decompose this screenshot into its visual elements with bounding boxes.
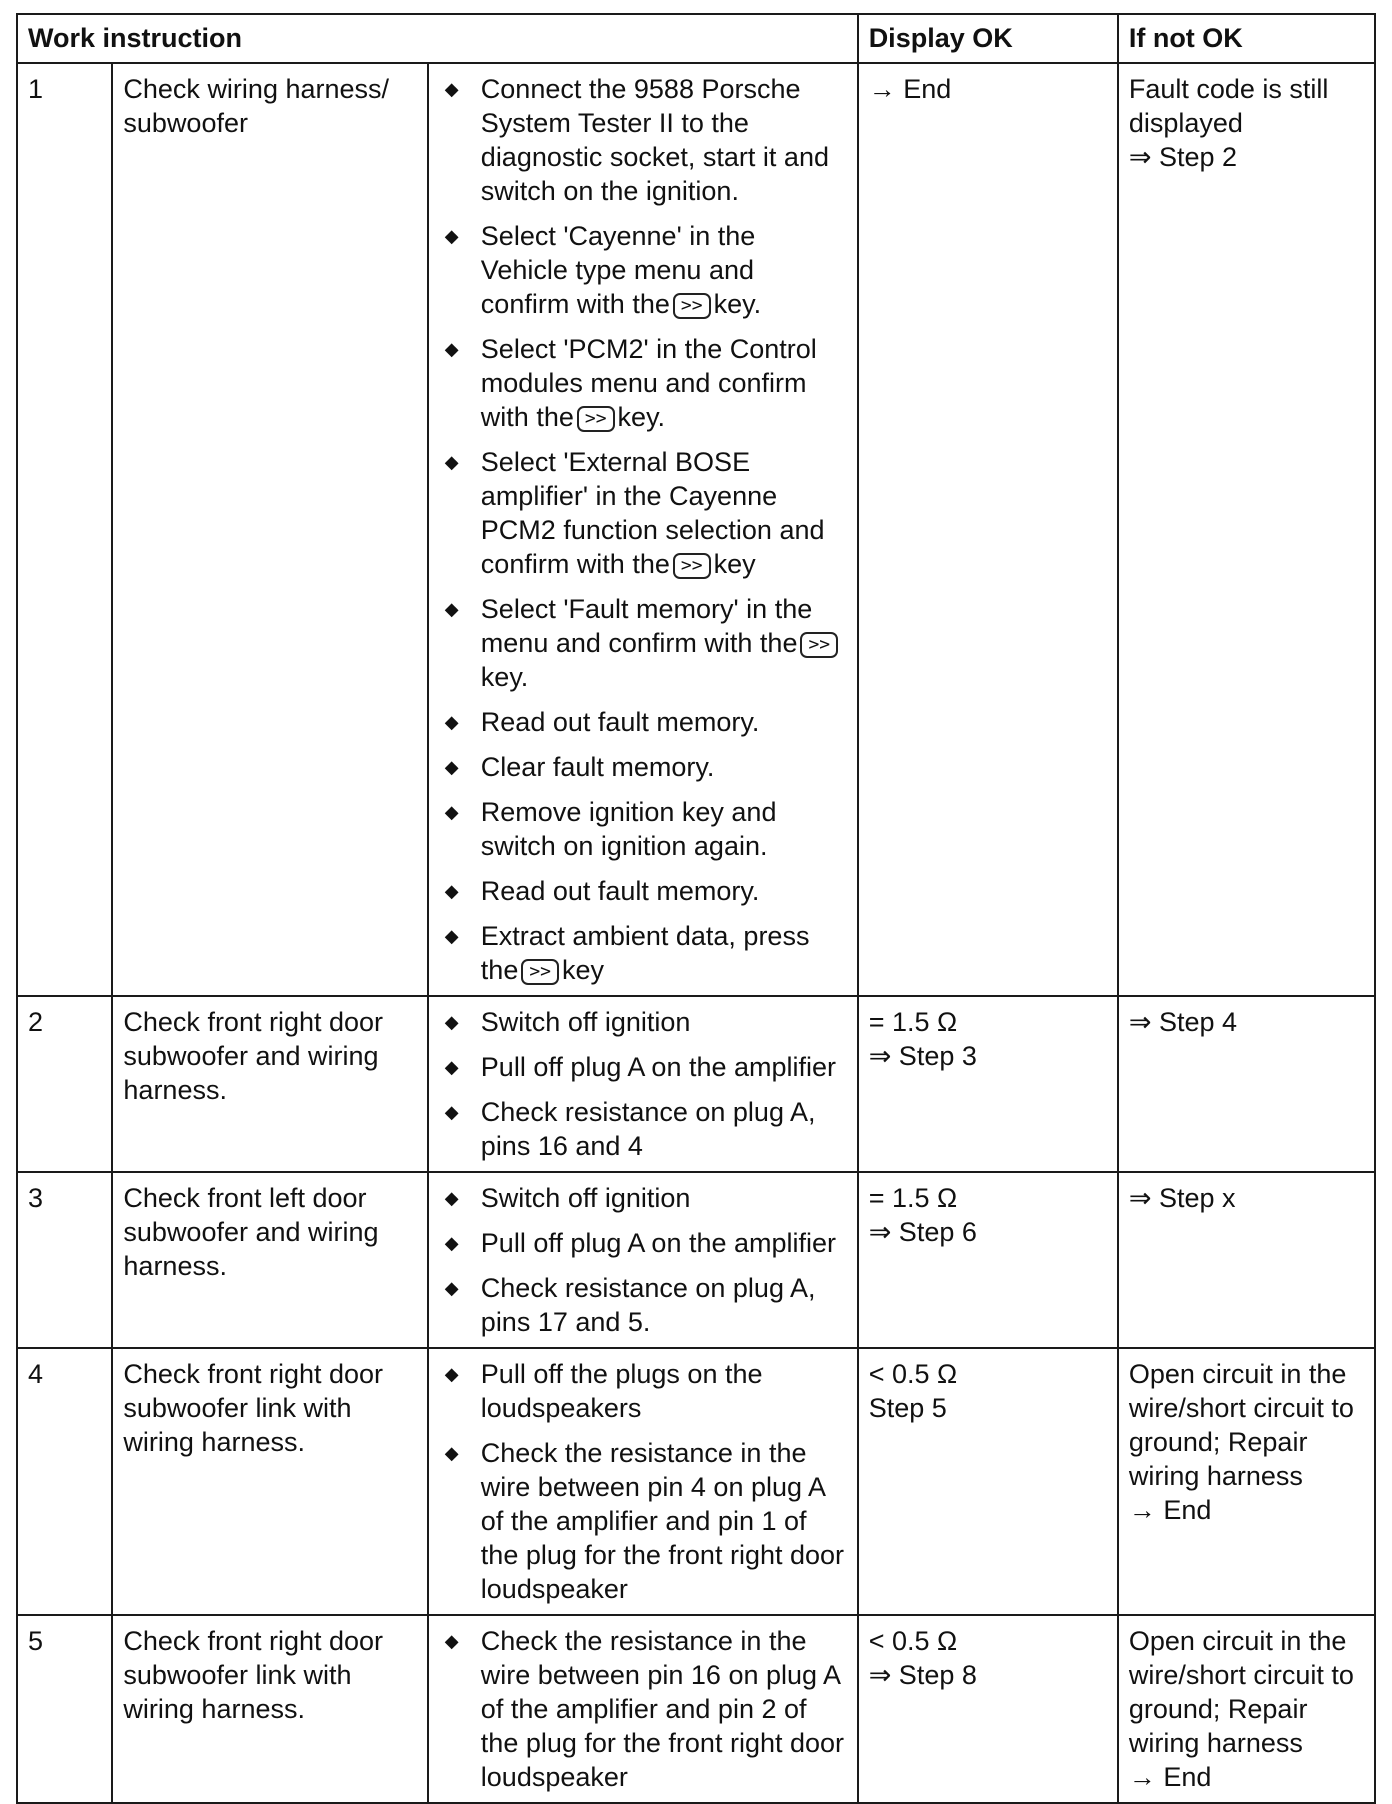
diamond-bullet-icon: ◆ (444, 599, 459, 619)
if-not-ok-cell (1118, 1615, 1375, 1803)
instruction-text: Pull off plug A on the amplifier (480, 1052, 837, 1082)
instruction-item (439, 1357, 847, 1425)
instruction-item (439, 705, 847, 739)
check-description: Check wiring harness/ subwoofer (112, 63, 427, 996)
step-number: 1 (17, 63, 112, 996)
forward-key-icon: >> (673, 293, 711, 319)
instruction-item (439, 1005, 847, 1039)
step-number: 4 (17, 1348, 112, 1615)
instruction-item (439, 1624, 847, 1794)
table-row (17, 1348, 1375, 1615)
instruction-text: Connect the 9588 Porsche System Tester II to the diagnostic socket, start it and switch on the ignition. (480, 74, 829, 206)
forward-key-icon: >> (577, 406, 615, 432)
display-ok-cell (858, 63, 1118, 996)
if-not-ok-cell (1118, 1348, 1375, 1615)
forward-key-icon: >> (521, 959, 559, 985)
instruction-cell (428, 1615, 858, 1803)
instruction-text: Select 'PCM2' in the Control modules menu and confirm with the (480, 334, 817, 432)
instruction-item (439, 874, 847, 908)
if-not-ok-text: Open circuit in the wire/short circuit to ground; Repair wiring harness (1128, 1359, 1354, 1491)
if-not-ok-text: ⇒ Step x (1128, 1183, 1236, 1213)
instruction-text: Switch off ignition (480, 1007, 691, 1037)
if-not-ok-cell (1118, 1172, 1375, 1348)
if-not-ok-text: ⇒ Step 4 (1128, 1007, 1238, 1037)
diamond-bullet-icon: ◆ (444, 802, 459, 822)
instruction-text-end: key. (617, 402, 666, 432)
instruction-item (439, 750, 847, 784)
diamond-bullet-icon: ◆ (444, 1057, 459, 1077)
instruction-item (439, 1050, 847, 1084)
instruction-item (439, 1271, 847, 1339)
header-if-not-ok: If not OK (1118, 14, 1375, 63)
instruction-item (439, 795, 847, 863)
table-row (17, 1615, 1375, 1803)
check-description: Check front right door subwoofer link with wiring harness. (112, 1348, 427, 1615)
diamond-bullet-icon: ◆ (444, 1278, 459, 1298)
diamond-bullet-icon: ◆ (444, 339, 459, 359)
check-description: Check front right door subwoofer link with wiring harness. (112, 1615, 427, 1803)
diamond-bullet-icon: ◆ (444, 881, 459, 901)
table-row (17, 996, 1375, 1172)
instruction-list (439, 72, 847, 987)
instruction-text: Clear fault memory. (480, 752, 715, 782)
check-description: Check front left door subwoofer and wiring harness. (112, 1172, 427, 1348)
instruction-item (439, 72, 847, 208)
if-not-ok-cell (1118, 63, 1375, 996)
step-number: 5 (17, 1615, 112, 1803)
display-ok-text: ⇒ Step 3 (868, 1041, 977, 1071)
step-number: 2 (17, 996, 112, 1172)
if-not-ok-text: ⇒ Step 2 (1128, 142, 1238, 172)
check-description: Check front right door subwoofer and wiring harness. (112, 996, 427, 1172)
instruction-item (439, 1226, 847, 1260)
instruction-text: Remove ignition key and switch on ignition again. (480, 797, 777, 861)
instruction-text-end: key. (480, 662, 529, 692)
instruction-cell (428, 996, 858, 1172)
instruction-cell (428, 1348, 858, 1615)
instruction-list (439, 1181, 847, 1339)
instruction-text: Select 'External BOSE amplifier' in the Cayenne PCM2 function selection and confirm with the (480, 447, 825, 579)
diamond-bullet-icon: ◆ (444, 757, 459, 777)
instruction-text: Check the resistance in the wire between pin 16 on plug A of the amplifier and pin 2 of the plug for the front right door loudspeaker (480, 1626, 845, 1792)
instruction-list (439, 1005, 847, 1163)
instruction-text: Pull off plug A on the amplifier (480, 1228, 837, 1258)
if-not-ok-text: Open circuit in the wire/short circuit to ground; Repair wiring harness (1128, 1626, 1354, 1758)
instruction-item (439, 219, 847, 321)
diamond-bullet-icon: ◆ (444, 1364, 459, 1384)
instruction-item (439, 919, 847, 987)
instruction-item (439, 592, 847, 694)
diamond-bullet-icon: ◆ (444, 1233, 459, 1253)
if-not-ok-text: → End (1128, 1762, 1212, 1792)
instruction-text: Pull off the plugs on the loudspeakers (480, 1359, 763, 1423)
table-header-row (17, 14, 1375, 63)
work-instruction-table (16, 13, 1376, 1804)
table-row (17, 63, 1375, 996)
display-ok-text: = 1.5 Ω (868, 1183, 958, 1213)
forward-key-icon: >> (800, 632, 838, 658)
if-not-ok-cell (1118, 996, 1375, 1172)
diamond-bullet-icon: ◆ (444, 712, 459, 732)
display-ok-text: < 0.5 Ω (868, 1359, 958, 1389)
instruction-text-end: key (713, 549, 756, 579)
header-work-instruction: Work instruction (17, 14, 858, 63)
instruction-text: Check resistance on plug A, pins 17 and 5. (480, 1273, 816, 1337)
instruction-text: Select 'Cayenne' in the Vehicle type menu and confirm with the (480, 221, 756, 319)
diamond-bullet-icon: ◆ (444, 79, 459, 99)
header-display-ok: Display OK (858, 14, 1118, 63)
forward-key-icon: >> (673, 553, 711, 579)
instruction-list (439, 1624, 847, 1794)
display-ok-cell (858, 1172, 1118, 1348)
instruction-cell (428, 1172, 858, 1348)
diamond-bullet-icon: ◆ (444, 1443, 459, 1463)
diamond-bullet-icon: ◆ (444, 1188, 459, 1208)
if-not-ok-text: Fault code is still displayed (1128, 74, 1329, 138)
display-ok-text: ⇒ Step 6 (868, 1217, 977, 1247)
display-ok-text: = 1.5 Ω (868, 1007, 958, 1037)
instruction-text: Read out fault memory. (480, 876, 760, 906)
diamond-bullet-icon: ◆ (444, 1102, 459, 1122)
instruction-text: Check resistance on plug A, pins 16 and 4 (480, 1097, 816, 1161)
instruction-text: Check the resistance in the wire between pin 4 on plug A of the amplifier and pin 1 of the plug for the front right door loudspeaker (480, 1438, 845, 1604)
instruction-item (439, 332, 847, 434)
display-ok-text: ⇒ Step 8 (868, 1660, 977, 1690)
instruction-item (439, 1436, 847, 1606)
display-ok-text: Step 5 (868, 1393, 947, 1423)
if-not-ok-text: → End (1128, 1495, 1212, 1525)
diamond-bullet-icon: ◆ (444, 1012, 459, 1032)
instruction-text-end: key. (713, 289, 762, 319)
diamond-bullet-icon: ◆ (444, 452, 459, 472)
instruction-text: Select 'Fault memory' in the menu and confirm with the (480, 594, 813, 658)
instruction-item (439, 445, 847, 581)
instruction-text-end: key (562, 955, 605, 985)
diamond-bullet-icon: ◆ (444, 226, 459, 246)
instruction-text: Read out fault memory. (480, 707, 760, 737)
display-ok-cell (858, 1348, 1118, 1615)
display-ok-text: < 0.5 Ω (868, 1626, 958, 1656)
instruction-list (439, 1357, 847, 1606)
instruction-item (439, 1095, 847, 1163)
table-row (17, 1172, 1375, 1348)
diamond-bullet-icon: ◆ (444, 1631, 459, 1651)
instruction-text: Switch off ignition (480, 1183, 691, 1213)
display-ok-cell (858, 1615, 1118, 1803)
instruction-text: Extract ambient data, press the (480, 921, 810, 985)
display-ok-text: → End (868, 74, 952, 104)
display-ok-cell (858, 996, 1118, 1172)
instruction-item (439, 1181, 847, 1215)
instruction-cell (428, 63, 858, 996)
diamond-bullet-icon: ◆ (444, 926, 459, 946)
step-number: 3 (17, 1172, 112, 1348)
